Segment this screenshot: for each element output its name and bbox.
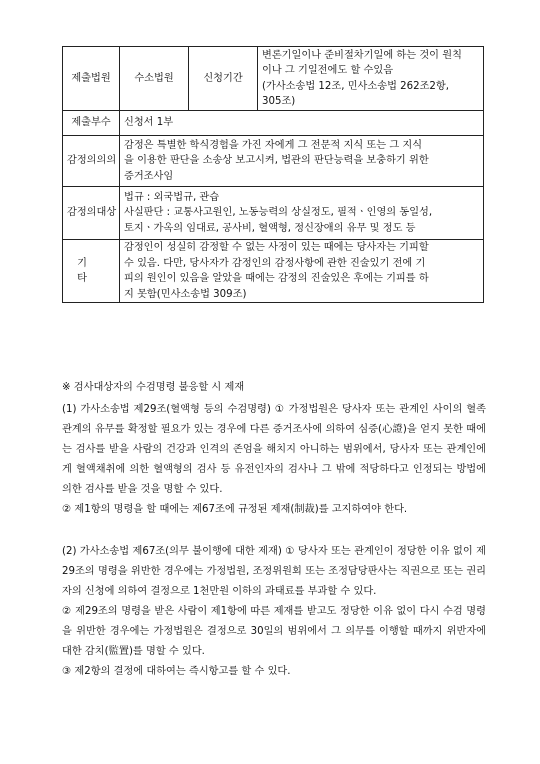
text-line: 감정인이 성실히 감정할 수 없는 사정이 있는 때에는 당사자는 기피할 xyxy=(124,242,429,253)
text-line: 지 못함(민사소송법 309조) xyxy=(124,288,247,300)
text-line: 변론기일이나 준비절차기일에 하는 것이 원칙 xyxy=(262,49,462,61)
article-67-clause-3: ③ 제2항의 결정에 대하여는 즉시항고를 할 수 있다. xyxy=(62,666,291,677)
text-line: (가사소송법 12조, 민사소송법 262조2항, 305조) xyxy=(262,80,449,107)
text-line: 토지ㆍ가옥의 임대료, 공사비, 혈액형, 정신장애의 유무 및 정도 등 xyxy=(124,222,416,234)
period-value xyxy=(258,47,484,111)
text-line: 피의 원인이 있음을 알았을 때에는 감정의 진술있은 후에는 기피를 하 xyxy=(124,273,429,284)
expert-appraisal-info-table xyxy=(62,46,484,303)
court-value: 수소법원 xyxy=(120,47,189,111)
copies-value: 신청서 1부 xyxy=(120,111,484,136)
court-label: 제출법원 xyxy=(63,47,120,111)
text-line: 을 이용한 판단을 소송상 보고시켜, 법관의 판단능력을 보충하기 위한 xyxy=(124,155,429,167)
article-29-clause-2: ② 제1항의 명령을 할 때에는 제67조에 규정된 제재(制裁)를 고지하여야 한다. xyxy=(62,504,408,515)
text-line: 사실판단 : 교통사고원인, 노동능력의 상실정도, 필적ㆍ인영의 동일성, xyxy=(124,207,433,219)
sanction-note-heading: ※ 검사대상자의 수검명령 불응할 시 제재 xyxy=(62,382,245,393)
section-spacer xyxy=(62,520,486,542)
text-line: 이나 그 기일전에도 할 수있음 xyxy=(262,65,394,76)
target-label: 감정의대상 xyxy=(63,187,120,240)
text-line: 수 있음. 다만, 당사자가 감정인의 감정사항에 관한 진술있기 전에 기 xyxy=(124,257,426,269)
table-row xyxy=(63,136,484,187)
table-row xyxy=(63,240,484,303)
table-row xyxy=(63,111,484,136)
table-row xyxy=(63,187,484,240)
text-line: 법규 : 외국법규, 관습 xyxy=(124,191,220,203)
meaning-value xyxy=(120,136,484,187)
target-value xyxy=(120,187,484,240)
article-67-clause-2: ② 제29조의 명령을 받은 사람이 제1항에 따른 제재를 받고도 정당한 이유 없이 다시 수검 명령을 위반한 경우에는 가정법원은 결정으로 30일의 범위에서 그 의무를 이행할 때까지 위반자에 대한 감치(監置)를 명할 수 있다. xyxy=(62,606,486,657)
etc-label: 기 타 xyxy=(63,240,120,303)
meaning-label: 감정의의의 xyxy=(63,136,120,187)
text-line: 증거조사임 xyxy=(124,170,174,182)
article-67-clause-1: (2) 가사소송법 제67조(의무 불이행에 대한 제재) ① 당사자 또는 관계인이 정당한 이유 없이 제29조의 명령을 위반한 경우에는 가정법원, 조정위원회 또는 조정담당판사는 직권으로 또는 권리자의 신청에 의하여 결정으로 1천만원 이하의 과태료를 부과할 수 있다. xyxy=(62,546,486,597)
table-row xyxy=(63,47,484,111)
text-line: 감정은 특별한 학식경험을 가진 자에게 그 전문적 지식 또는 그 지식 xyxy=(124,139,423,151)
etc-value xyxy=(120,240,484,303)
copies-label: 제출부수 xyxy=(63,111,120,136)
article-29-clause-1: (1) 가사소송법 제29조(혈액형 등의 수검명령) ① 가정법원은 당사자 또는 관계인 사이의 혈족관계의 유무를 확정할 필요가 있는 경우에 다른 증거조사에 의하여 심증(心證)을 얻지 못한 때에는 검사를 받을 사람의 건강과 인격의 존엄을 해치지 아니하는 범위에서, 당사자 또는 관계인에게 혈액채취에 의한 혈액형의 검사 등 유전인자의 검사나 그 밖에 적당하다고 인정되는 방법에 의한 검사를 받을 것을 명할 수 있다. xyxy=(62,404,486,495)
statute-text xyxy=(62,378,486,682)
period-label: 신청기간 xyxy=(189,47,258,111)
